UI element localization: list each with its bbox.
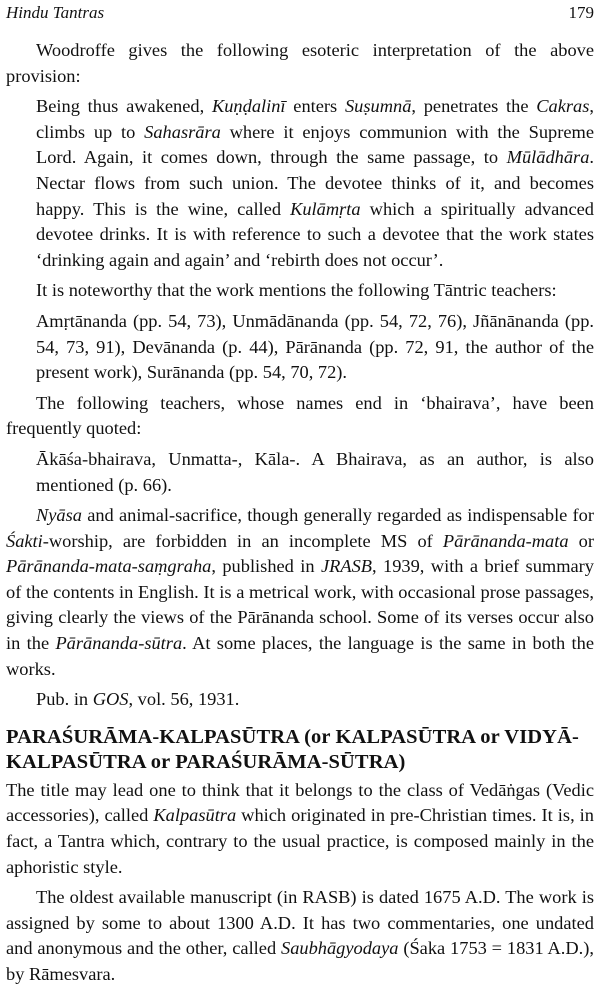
paragraph-nyasa: Nyāsa and animal-sacrifice, though generally regarded as indispensable for Śakti-worship, are forbidden in an incomplete MS of Pārānanda-mata or Pārānanda-mata-saṃgraha, published in JRASB, 1939, with a brief summary of the contents in English. It is a metrical work, with occasional prose passages, giving clearly the views of the Pārānanda school. Some of its verses occur also in the Pārānanda-sūtra. At some places, the language is the same in both the works. <box>6 505 595 679</box>
running-head: Hindu Tantras <box>6 3 105 22</box>
paragraph-publication: Pub. in GOS, vol. 56, 1931. <box>36 689 240 710</box>
page-number: 179 <box>568 3 594 22</box>
block-quote-kundalini: Being thus awakened, Kuṇḍalinī enters Suṣumnā, penetrates the Cakras, climbs up to Sahasrāra where it enjoys communion with the Supreme Lord. Again, it comes down, through the same passage, to Mūlādhāra. Nectar flows from such union. The devotee thinks of it, and becomes happy. This is the wine, called Kulāmṛta which a spiritually advanced devotee drinks. It is with reference to such a devotee that the work states ‘drinking again and again’ and ‘rebirth does not occur’. <box>36 96 595 270</box>
paragraph-bhairava-intro: The following teachers, whose names end in ‘bhairava’, have been frequently quoted: <box>6 392 594 439</box>
page-header <box>0 0 600 28</box>
paragraph-title-note: The title may lead one to think that it belongs to the class of Vedāṅgas (Vedic accessories), called Kalpasūtra which originated in pre-Christian times. It is, in fact, a Tantra which, contrary to the usual practice, is composed mainly in the aphoristic style. <box>6 779 594 877</box>
page-body <box>6 38 594 993</box>
paragraph-manuscript: The oldest available manuscript (in RASB) is dated 1675 A.D. The work is assigned by some to about 1300 A.D. It has two commentaries, one undated and anonymous and the other, called Saubhāgyodaya (Śaka 1753 = 1831 A.D.), by Rāmesvara. <box>6 887 594 984</box>
block-bhairava-list: Ākāśa-bhairava, Unmatta-, Kāla-. A Bhairava, as an author, is also mentioned (p. 66). <box>36 448 594 495</box>
paragraph-intro: Woodroffe gives the following esoteric interpretation of the above provision: <box>6 40 594 86</box>
paragraph-teachers-intro: It is noteworthy that the work mentions the following Tāntric teachers: <box>36 280 557 301</box>
section-heading: PARAŚURĀMA-KALPASŪTRA (or KALPASŪTRA or VIDYĀ-KALPASŪTRA or PARAŚURĀMA-SŪTRA) <box>6 725 579 773</box>
block-teachers-list: Amṛtānanda (pp. 54, 73), Unmādānanda (pp. 54, 72, 76), Jñānānanda (pp. 54, 73, 91), Devānanda (p. 44), Pārānanda (pp. 72, 91, the author of the present work), Surānanda (pp. 54, 70, 72). <box>36 310 594 383</box>
